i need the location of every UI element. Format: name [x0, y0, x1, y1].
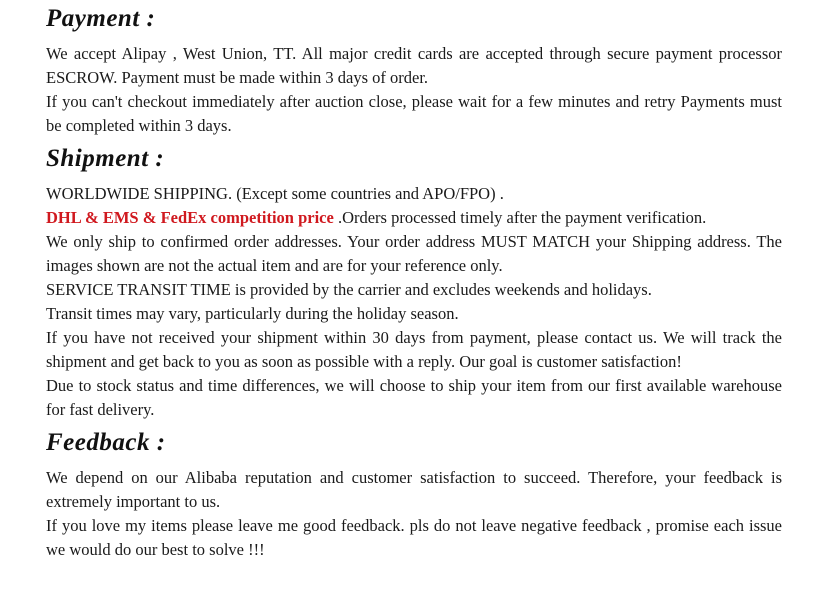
- worldwide-shipping-text: WORLDWIDE SHIPPING. (Except some countries and APO/FPO) .: [46, 184, 504, 203]
- carriers-text: [46, 206, 782, 230]
- carriers-highlight: DHL & EMS & FedEx competition price: [46, 208, 334, 227]
- payment-checkout-text: If you can't checkout immediately after auction close, please wait for a few minutes and retry Payments must be completed within 3 days.: [46, 92, 782, 135]
- feedback-reputation-text: We depend on our Alibaba reputation and customer satisfaction to succeed. Therefore, your feedback is extremely important to us.: [46, 468, 782, 511]
- not-received-text: If you have not received your shipment within 30 days from payment, please contact us. We will track the shipment and get back to you as soon as possible with a reply. Our goal is customer satisfaction!: [46, 328, 782, 371]
- shipment-heading: Shipment :: [46, 145, 165, 172]
- transit-vary-text: Transit times may vary, particularly during the holiday season.: [46, 304, 459, 323]
- feedback-request-text: If you love my items please leave me good feedback. pls do not leave negative feedback , promise each issue we would do our best to solve !!!: [46, 516, 782, 559]
- confirmed-address-text: We only ship to confirmed order addresses. Your order address MUST MATCH your Shipping address. The images shown are not the actual item and are for your reference only.: [46, 232, 782, 275]
- payment-heading: Payment :: [46, 5, 156, 32]
- carriers-rest: .Orders processed timely after the payment verification.: [333, 208, 707, 227]
- policy-document: [46, 4, 782, 562]
- feedback-heading: Feedback :: [46, 429, 166, 456]
- transit-service-text: SERVICE TRANSIT TIME is provided by the carrier and excludes weekends and holidays.: [46, 280, 652, 299]
- payment-methods-text: We accept Alipay , West Union, TT. All major credit cards are accepted through secure payment processor ESCROW. Payment must be made within 3 days of order.: [46, 44, 782, 87]
- stock-status-text: Due to stock status and time differences, we will choose to ship your item from our first available warehouse for fast delivery.: [46, 376, 782, 419]
